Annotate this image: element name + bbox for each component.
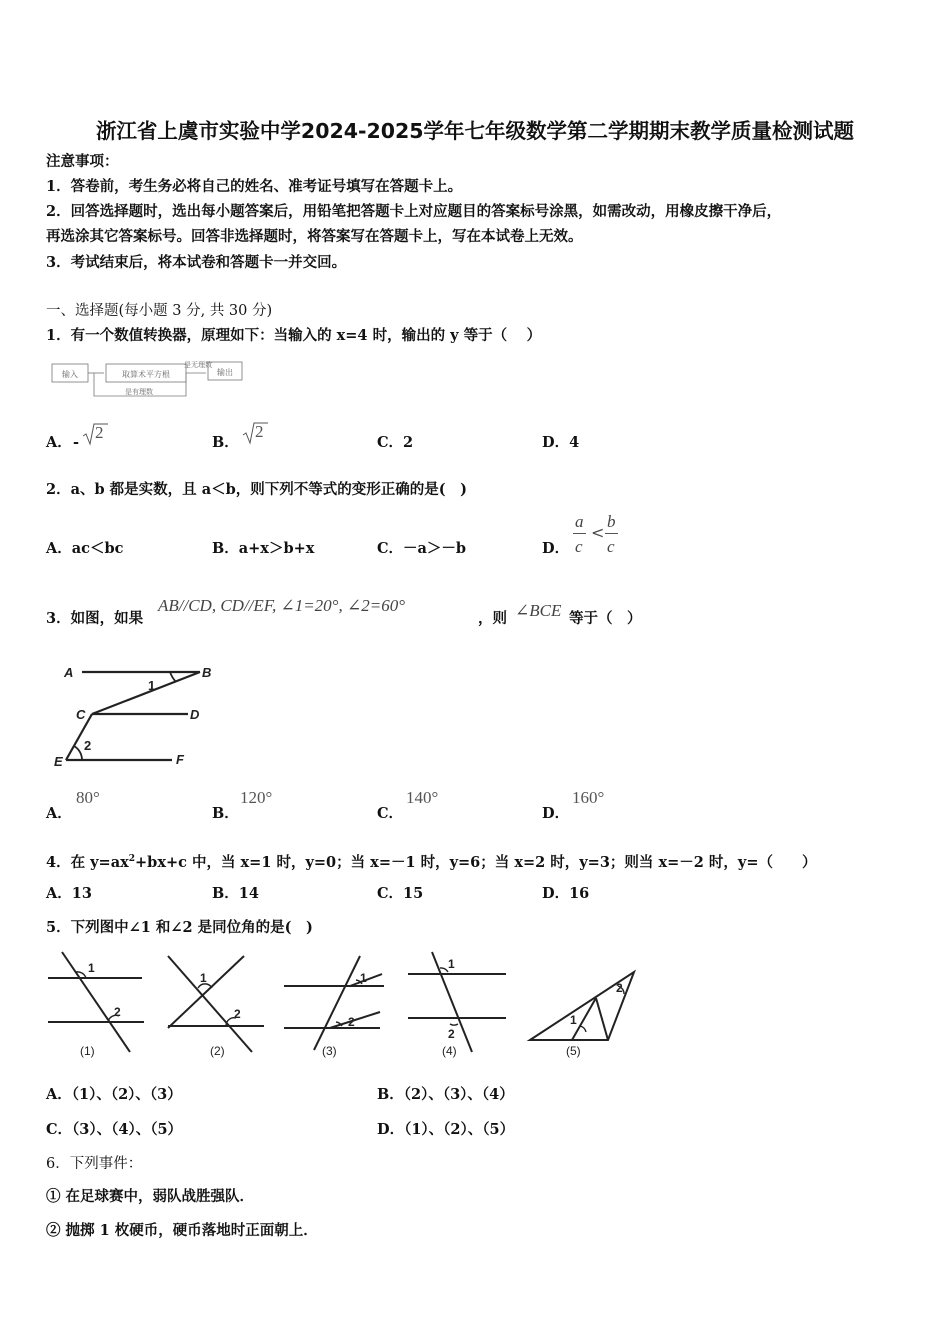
q3-option-a-value: 80°	[76, 788, 100, 807]
q3-label-c: C	[76, 707, 86, 722]
q5-option-a: A．（1）、（2）、（3）	[46, 1086, 182, 1103]
q5-stem: 5．下列图中∠1 和∠2 是同位角的是( )	[46, 919, 313, 936]
q1-option-a-sign: -	[73, 434, 80, 451]
q2-frac-a-num: a	[575, 512, 584, 531]
q5-fig4-angle2: 2	[448, 1027, 455, 1041]
q1-stem: 1．有一个数值转换器，原理如下：当输入的 x=4 时，输出的 y 等于（ ）	[46, 327, 542, 344]
q2-option-c: C．－a＞－b	[377, 540, 467, 557]
q2-option-a: A．ac＜bc	[46, 540, 124, 557]
q3-stem-post: 等于（ ）	[569, 610, 642, 627]
q5-caption-2: (2)	[210, 1044, 225, 1058]
q2-frac-a-den: c	[575, 537, 583, 556]
q3-label-angle1: 1	[148, 678, 156, 693]
q1-option-d: D．4	[542, 434, 580, 451]
q5-fig1-angle2: 2	[114, 1005, 121, 1019]
q3-option-a-label: A．	[46, 805, 72, 822]
q6-event-2: ② 抛掷 1 枚硬币，硬币落地时正面朝上．	[46, 1222, 318, 1239]
q2-frac-a-bar	[573, 533, 586, 534]
q3-stem-mid: ，则	[478, 610, 507, 627]
q5-fig3-angle1: 1	[360, 971, 367, 985]
q2-option-d-label: D．	[542, 540, 570, 557]
q4-option-a: A．13	[46, 885, 92, 902]
q3-label-d: D	[190, 707, 200, 722]
q1-flowchart	[50, 358, 250, 400]
q6-stem: 6．下列事件：	[46, 1156, 143, 1172]
q3-label-e: E	[54, 754, 63, 769]
q3-label-f: F	[176, 752, 184, 767]
q5-fig4-angle1: 1	[448, 957, 455, 971]
q5-caption-4: (4)	[442, 1044, 457, 1058]
q2-option-b: B．a+x＞b+x	[212, 540, 315, 557]
flow-loop-label: 是有理数	[125, 389, 153, 396]
q5-caption-1: (1)	[80, 1044, 95, 1058]
q4-option-b: B．14	[212, 885, 259, 902]
q5-figures	[44, 948, 644, 1060]
q4-stem	[46, 850, 816, 872]
q3-figure	[52, 660, 222, 772]
q3-label-angle2: 2	[84, 738, 92, 753]
q2-less-than: <	[591, 523, 605, 542]
q2-frac-b-num: b	[607, 512, 616, 531]
notice-heading: 注意事项：	[46, 153, 119, 170]
q1-option-a-label: A．	[46, 434, 72, 451]
q2-frac-b-bar	[605, 533, 618, 534]
q1-option-c: C．2	[377, 434, 414, 451]
notice-item-1: 1．答卷前，考生务必将自己的姓名、准考证号填写在答题卡上。	[46, 178, 463, 195]
q5-fig5-angle1: 1	[570, 1013, 577, 1027]
q6-event-1: ① 在足球赛中，弱队战胜强队．	[46, 1188, 255, 1205]
q5-caption-5: (5)	[566, 1044, 581, 1058]
q5-fig3-angle2: 2	[348, 1015, 355, 1029]
q3-label-a: A	[64, 665, 74, 680]
q5-caption-3: (3)	[322, 1044, 337, 1058]
flow-rational-label: 是无理数	[184, 362, 212, 369]
q3-option-d-label: D．	[542, 805, 570, 822]
flow-input-label: 输入	[62, 370, 78, 379]
page-title: 浙江省上虞市实验中学2024-2025学年七年级数学第二学期期末教学质量检测试题	[95, 119, 855, 143]
q3-option-b-label: B．	[212, 805, 239, 822]
flow-process-label: 取算术平方根	[122, 370, 170, 379]
q4-superscript: 2	[128, 854, 136, 864]
q3-label-b: B	[202, 665, 212, 680]
q3-stem-pre: 3．如图，如果	[46, 610, 144, 627]
q3-angle: ∠BCE	[515, 601, 562, 620]
q4-stem-post: +bx+c 中，当 x=1 时，y=0；当 x=－1 时，y=6；当 x=2 时，y=3；则当 x=－2 时，y=（ ）	[135, 853, 817, 871]
q3-option-c-value: 140°	[406, 788, 439, 807]
q4-stem-pre: 4．在 y=ax	[46, 853, 129, 871]
q5-fig2-angle2: 2	[234, 1007, 241, 1021]
q4-option-c: C．15	[377, 885, 424, 902]
q5-option-c: C．（3）、（4）、（5）	[46, 1121, 183, 1138]
q3-condition: AB//CD, CD//EF, ∠1=20°, ∠2=60°	[158, 596, 405, 615]
section-heading: 一、选择题(每小题 3 分, 共 30 分)	[46, 303, 273, 319]
notice-item-2a: 2．回答选择题时，选出每小题答案后，用铅笔把答题卡上对应题目的答案标号涂黑，如需改动，用橡皮擦干净后，	[46, 203, 782, 220]
q4-option-d: D．16	[542, 885, 590, 902]
q1-option-b-value: 2	[255, 422, 264, 441]
q5-fig1-angle1: 1	[88, 961, 95, 975]
q1-option-b-label: B．	[212, 434, 239, 451]
q2-frac-b-den: c	[607, 537, 615, 556]
notice-item-2b: 再选涂其它答案标号。回答非选择题时，将答案写在答题卡上，写在本试卷上无效。	[46, 228, 583, 245]
q5-option-d: D．（1）、（2）、（5）	[377, 1121, 515, 1138]
q3-option-d-value: 160°	[572, 788, 605, 807]
q1-option-a-value: 2	[95, 423, 104, 442]
q3-option-c-label: C．	[377, 805, 404, 822]
q5-fig5-angle2: 2	[616, 981, 623, 995]
notice-item-3: 3．考试结束后，将本试卷和答题卡一并交回。	[46, 254, 347, 271]
flow-output-label: 输出	[217, 368, 233, 377]
q2-stem: 2．a、b 都是实数，且 a＜b，则下列不等式的变形正确的是( )	[46, 481, 467, 498]
q5-fig2-angle1: 1	[200, 971, 207, 985]
q5-option-b: B．（2）、（3）、（4）	[377, 1086, 514, 1103]
q3-option-b-value: 120°	[240, 788, 273, 807]
